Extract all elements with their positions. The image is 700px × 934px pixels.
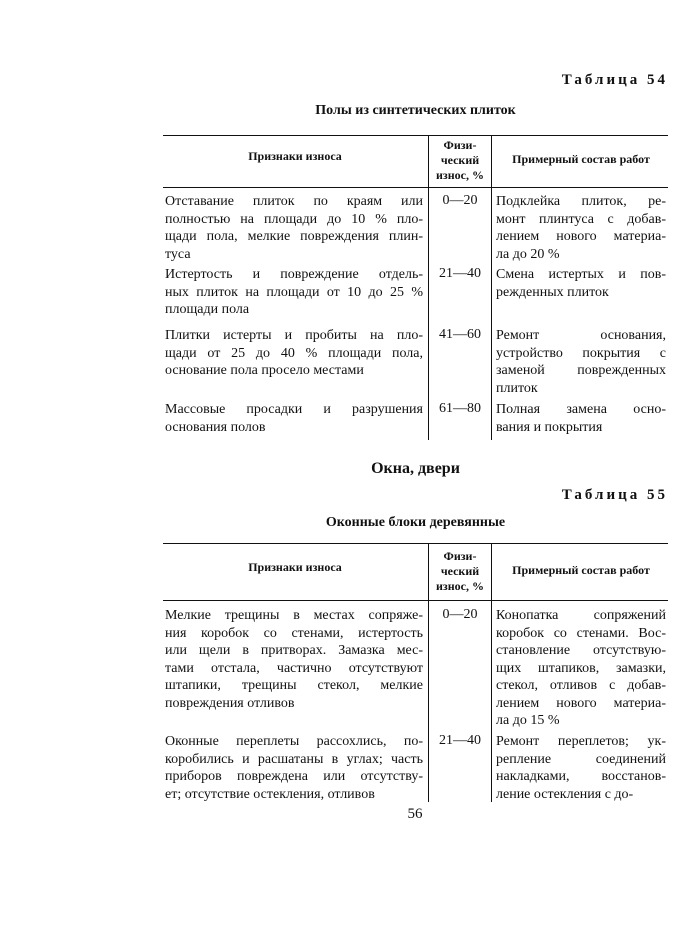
text-line: накладками, восстанов- bbox=[496, 769, 666, 784]
column-divider bbox=[491, 135, 492, 440]
text-line: тами отстала, частично отсутствуют bbox=[165, 660, 423, 676]
header-signs: Признаки износа bbox=[248, 559, 342, 574]
header-bottom-rule bbox=[163, 187, 668, 188]
table-55-label: Таблица 55 bbox=[561, 487, 668, 503]
text-line: режденных плиток bbox=[496, 284, 609, 300]
table-54-title: Полы из синтетических плиток bbox=[315, 103, 516, 118]
cell-works bbox=[496, 193, 666, 263]
text-line: ет; отсутствие остекления, отливов bbox=[165, 786, 375, 802]
text-line: Оконные переплеты рассохлись, по- bbox=[165, 734, 423, 749]
text-line: щади от 25 до 40 % площади пола, bbox=[165, 345, 423, 361]
text-line: ла до 15 % bbox=[496, 713, 560, 728]
header-works: Примерный состав работ bbox=[512, 562, 650, 577]
page-number: 56 bbox=[407, 806, 423, 822]
table-top-rule bbox=[163, 135, 668, 136]
cell-works bbox=[496, 607, 666, 730]
text-line: штапики, трещины стекол, мелкие bbox=[165, 678, 423, 693]
text-line: полностью на площади до 10 % пло- bbox=[165, 211, 423, 227]
text-line: Конопатка сопряжений bbox=[496, 608, 666, 623]
column-divider bbox=[428, 543, 429, 802]
section-title: Окна, двери bbox=[371, 460, 460, 477]
cell-wear-percent: 0—20 bbox=[442, 607, 478, 622]
text-line: лением нового материа- bbox=[496, 695, 666, 711]
text-line: заменой поврежденных bbox=[496, 363, 666, 378]
text-line: Подклейка плиток, ре- bbox=[496, 194, 666, 209]
cell-works bbox=[496, 401, 666, 436]
header-works: Примерный состав работ bbox=[512, 152, 650, 166]
text-line: ла до 20 % bbox=[496, 246, 560, 262]
header-wear: Физи- ческий износ, % bbox=[436, 548, 484, 593]
cell-signs bbox=[165, 607, 423, 712]
text-line: лением нового материа- bbox=[496, 229, 666, 244]
text-line: монт плинтуса с добав- bbox=[496, 211, 666, 227]
cell-works bbox=[496, 327, 666, 397]
text-line: туса bbox=[165, 246, 191, 262]
cell-wear-percent: 21—40 bbox=[439, 733, 481, 748]
cell-signs bbox=[165, 733, 423, 803]
column-divider bbox=[491, 543, 492, 802]
header-wear: Физи- ческий износ, % bbox=[436, 138, 484, 182]
text-line: ление остекления с до- bbox=[496, 786, 634, 802]
text-line: коробились и расшатаны в углах; часть bbox=[165, 751, 423, 767]
text-line: площади пола bbox=[165, 302, 250, 317]
text-line: приборов повреждена или отсутству- bbox=[165, 769, 423, 784]
cell-works bbox=[496, 266, 666, 301]
text-line: щих штапиков, замазки, bbox=[496, 660, 666, 676]
table-top-rule bbox=[163, 543, 668, 544]
text-line: Истертость и повреждение отдель- bbox=[165, 267, 423, 282]
cell-works bbox=[496, 733, 666, 803]
text-line: Ремонт основания, bbox=[496, 328, 666, 343]
text-line: стекол, отливов с добав- bbox=[496, 678, 666, 693]
text-line: Ремонт переплетов; ук- bbox=[496, 734, 666, 749]
cell-signs bbox=[165, 266, 423, 319]
text-line: коробок со стенами. Вос- bbox=[496, 625, 666, 641]
cell-wear-percent: 61—80 bbox=[439, 401, 481, 416]
text-line: репление соединений bbox=[496, 751, 666, 767]
cell-signs bbox=[165, 401, 423, 436]
text-line: Плитки истерты и пробиты на пло- bbox=[165, 328, 423, 343]
cell-wear-percent: 0—20 bbox=[442, 193, 478, 208]
text-line: Мелкие трещины в местах сопряже- bbox=[165, 608, 423, 623]
table-55-title: Оконные блоки деревянные bbox=[325, 515, 506, 530]
text-line: ных плиток на площади от 10 до 25 % bbox=[165, 284, 423, 300]
text-line: Полная замена осно- bbox=[496, 402, 666, 417]
text-line: вания и покрытия bbox=[496, 419, 603, 435]
column-divider bbox=[428, 135, 429, 440]
text-line: повреждения отливов bbox=[165, 695, 295, 711]
header-signs: Признаки износа bbox=[248, 149, 342, 163]
text-line: Отставание плиток по краям или bbox=[165, 194, 423, 209]
text-line: основание пола просело местами bbox=[165, 363, 364, 378]
text-line: ния коробок со стенами, истертость bbox=[165, 625, 423, 641]
text-line: плиток bbox=[496, 380, 538, 396]
text-line: щади пола, мелкие повреждения плин- bbox=[165, 229, 423, 244]
cell-wear-percent: 41—60 bbox=[439, 327, 481, 342]
cell-wear-percent: 21—40 bbox=[439, 266, 481, 281]
cell-signs bbox=[165, 193, 423, 263]
text-line: или щели в притворах. Замазка мес- bbox=[165, 643, 423, 658]
text-line: Массовые просадки и разрушения bbox=[165, 402, 423, 417]
header-bottom-rule bbox=[163, 600, 668, 601]
table-54-label: Таблица 54 bbox=[561, 72, 668, 88]
text-line: становление отсутствую- bbox=[496, 643, 666, 658]
cell-signs bbox=[165, 327, 423, 380]
text-line: устройство покрытия с bbox=[496, 345, 666, 361]
text-line: Смена истертых и пов- bbox=[496, 267, 666, 282]
text-line: основания полов bbox=[165, 419, 266, 435]
